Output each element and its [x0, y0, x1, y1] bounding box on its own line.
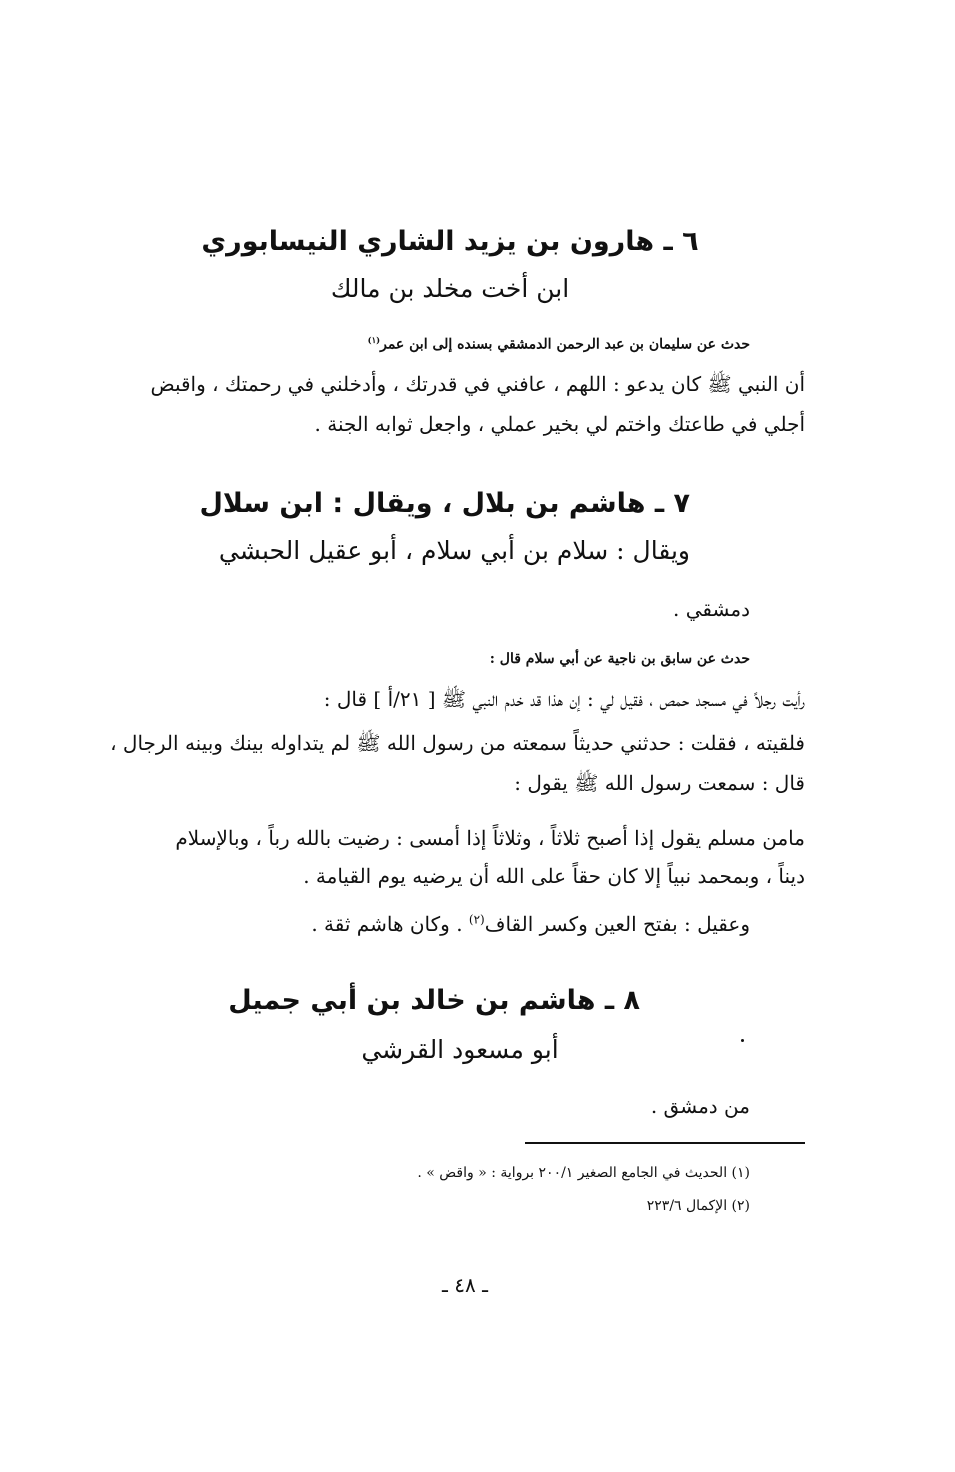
- entry-6-isnad: حدث عن سليمان بن عبد الرحمن الدمشقي بسنده إلى ابن عمر$^{(١)}$: [367, 335, 750, 353]
- entry-7-p1-line-1: رأيت رجلاً في مسجد حمص ، فقيل لي : إن هذا قد خدم النبي ﷺ [ ٢١/أ ] قال :: [323, 687, 805, 711]
- entry-8-heading: ٨ ـ هاشم بن خالد بن أبي جميل: [228, 985, 640, 1016]
- footnote-ref-2: (٢): [468, 912, 485, 927]
- entry-6-text-line-2: أجلي في طاعتك واختم لي بخير عملي ، واجعل ثوابه الجنة .: [314, 412, 805, 436]
- stray-mark: [741, 1039, 744, 1042]
- entry-7-p1-line-2: فلقيته ، فقلت : حدثني حديثاً سمعته من رسول الله ﷺ لم يتداوله بينك وبينه الرجال ،: [110, 731, 805, 755]
- entry-8-subheading: أبو مسعود القرشي: [361, 1035, 559, 1064]
- entry-7-p2-line-1: مامن مسلم يقول إذا أصبح ثلاثاً ، وثلاثاً إذا أمسى : رضيت بالله رباً ، وبالإسلام: [175, 826, 805, 850]
- entry-7-isnad: حدث عن سابق بن ناجية عن أبي سلام قال :: [489, 651, 750, 667]
- entry-7-p1-line-3: قال : سمعت رسول الله ﷺ يقول :: [514, 771, 805, 795]
- page-number: ـ ٤٨ ـ: [442, 1273, 488, 1297]
- entry-8-origin: من دمشق .: [650, 1094, 750, 1118]
- entry-7-heading: ٧ ـ هاشم بن بلال ، ويقال : ابن سلال: [199, 488, 690, 519]
- entry-6-subheading: ابن أخت مخلد بن مالك: [330, 274, 570, 303]
- footnote-1: (١) الحديث في الجامع الصغير ٢٠٠/١ برواية : « واقض » .: [417, 1165, 750, 1181]
- footnote-separator: [525, 1142, 805, 1144]
- entry-7-subheading: ويقال : سلام بن أبي سلام ، أبو عقيل الحبشي: [218, 536, 690, 565]
- entry-7-p3: وعقيل : بفتح العين وكسر القاف$^{(٢)}$ . وكان هاشم ثقة .: [311, 912, 750, 936]
- entry-6-text-line-1: أن النبي ﷺ كان يدعو : اللهم ، عافني في قدرتك ، وأدخلني في رحمتك ، واقبض: [150, 372, 805, 396]
- entry-7-origin: دمشقي .: [673, 597, 750, 621]
- entry-6-heading: ٦ ـ هارون بن يزيد الشاري النيسابوري: [201, 226, 699, 257]
- footnote-ref-1: (١): [367, 335, 381, 345]
- footnote-2: (٢) الإكمال ٢٢٣/٦: [646, 1198, 750, 1214]
- entry-7-p2-line-2: ديناً ، وبمحمد نبياً إلا كان حقاً على الله أن يرضيه يوم القيامة .: [303, 864, 805, 888]
